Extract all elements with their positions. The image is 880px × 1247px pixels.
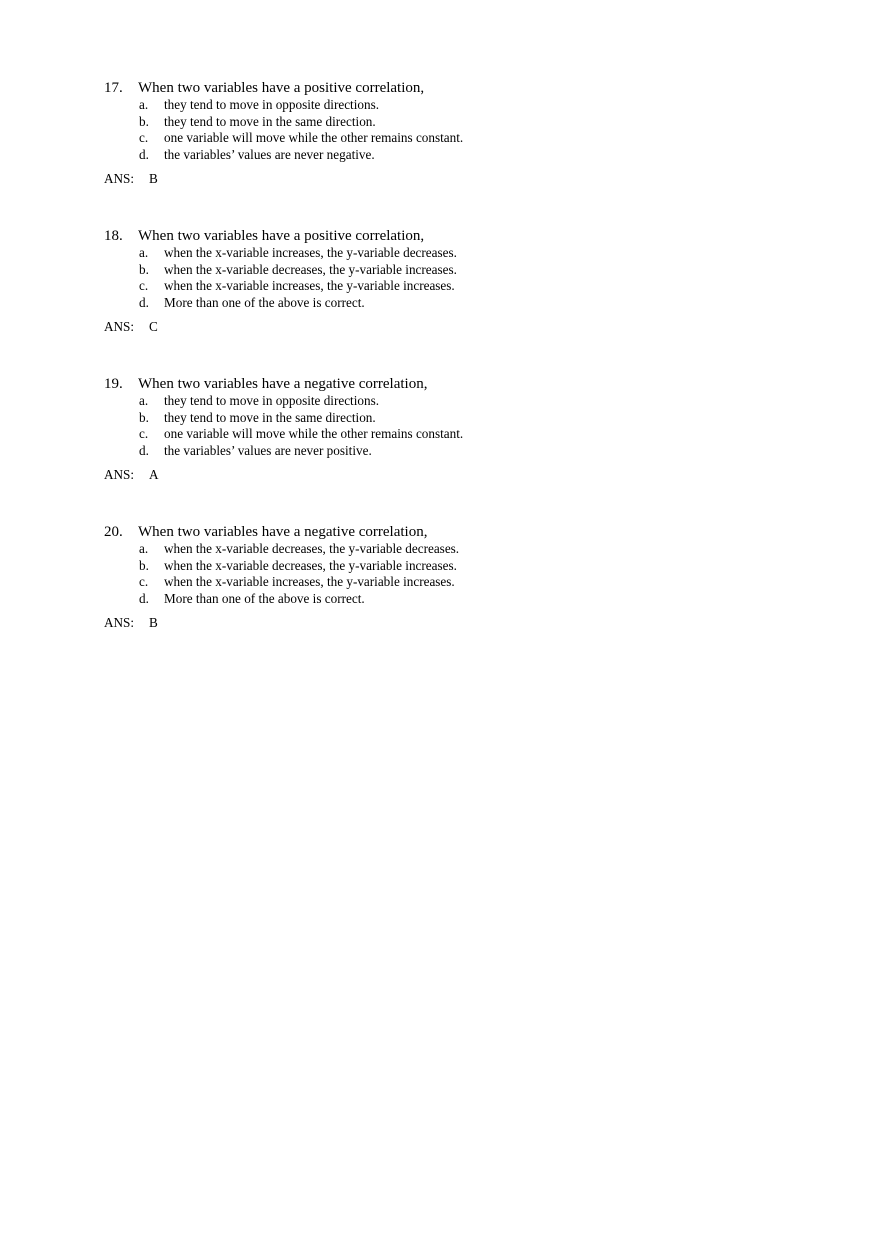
option-text: one variable will move while the other remains constant.	[164, 130, 464, 145]
question-stem-line	[104, 375, 804, 393]
option-c	[104, 278, 804, 295]
option-letter: d.	[139, 442, 149, 458]
option-b	[104, 558, 804, 575]
option-d	[104, 147, 804, 164]
answer-label: ANS:	[104, 615, 135, 630]
option-letter: a.	[139, 541, 149, 556]
option-d	[104, 443, 804, 460]
question-20	[104, 523, 804, 631]
option-c	[104, 426, 804, 443]
option-letter: a.	[139, 393, 149, 408]
option-text: when the x-variable increases, the y-variable increases.	[164, 278, 455, 293]
option-d	[104, 591, 804, 608]
option-b	[104, 262, 804, 279]
option-text: More than one of the above is correct.	[164, 294, 365, 310]
option-letter: c.	[139, 278, 149, 293]
option-text: when the x-variable decreases, the y-variable decreases.	[164, 541, 460, 556]
option-letter: d.	[139, 146, 149, 162]
option-letter: c.	[139, 574, 149, 589]
option-letter: b.	[139, 409, 149, 425]
answer-value: C	[149, 319, 158, 334]
option-b	[104, 410, 804, 427]
option-text: they tend to move in opposite directions.	[164, 393, 379, 408]
option-letter: b.	[139, 557, 149, 573]
question-stem-line	[104, 227, 804, 245]
option-a	[104, 97, 804, 114]
option-text: they tend to move in the same direction.	[164, 409, 376, 425]
answer-line	[104, 319, 804, 335]
question-number: 20.	[104, 524, 123, 540]
question-18	[104, 227, 804, 335]
answer-label: ANS:	[104, 467, 135, 482]
option-text: one variable will move while the other remains constant.	[164, 426, 464, 441]
option-c	[104, 130, 804, 147]
option-letter: a.	[139, 245, 149, 260]
question-number: 19.	[104, 376, 123, 392]
option-text: when the x-variable decreases, the y-variable increases.	[164, 261, 457, 277]
question-17	[104, 79, 804, 187]
option-letter: c.	[139, 426, 149, 441]
question-stem-line	[104, 79, 804, 97]
answer-line	[104, 171, 804, 187]
option-c	[104, 574, 804, 591]
answer-value: B	[149, 171, 158, 186]
option-text: More than one of the above is correct.	[164, 590, 365, 606]
option-text: they tend to move in the same direction.	[164, 113, 376, 129]
question-19	[104, 375, 804, 483]
option-letter: a.	[139, 97, 149, 112]
question-stem: When two variables have a positive correlation,	[138, 228, 425, 244]
answer-label: ANS:	[104, 171, 135, 186]
answer-line	[104, 615, 804, 631]
question-stem: When two variables have a negative correlation,	[138, 524, 428, 540]
option-text: when the x-variable decreases, the y-variable increases.	[164, 557, 457, 573]
option-a	[104, 245, 804, 262]
answer-label: ANS:	[104, 319, 135, 334]
question-number: 17.	[104, 80, 123, 96]
option-b	[104, 114, 804, 131]
option-letter: c.	[139, 130, 149, 145]
question-number: 18.	[104, 228, 123, 244]
option-letter: b.	[139, 113, 149, 129]
option-letter: d.	[139, 294, 149, 310]
option-text: the variables’ values are never positive.	[164, 442, 372, 458]
option-text: when the x-variable increases, the y-variable decreases.	[164, 245, 457, 260]
question-stem: When two variables have a negative correlation,	[138, 376, 428, 392]
option-a	[104, 393, 804, 410]
question-stem-line	[104, 523, 804, 541]
option-letter: d.	[139, 590, 149, 606]
answer-value: A	[149, 467, 159, 482]
option-text: when the x-variable increases, the y-variable increases.	[164, 574, 455, 589]
question-stem: When two variables have a positive correlation,	[138, 80, 425, 96]
option-d	[104, 295, 804, 312]
option-a	[104, 541, 804, 558]
answer-line	[104, 467, 804, 483]
answer-value: B	[149, 615, 158, 630]
option-text: the variables’ values are never negative.	[164, 146, 375, 162]
option-text: they tend to move in opposite directions.	[164, 97, 379, 112]
option-letter: b.	[139, 261, 149, 277]
